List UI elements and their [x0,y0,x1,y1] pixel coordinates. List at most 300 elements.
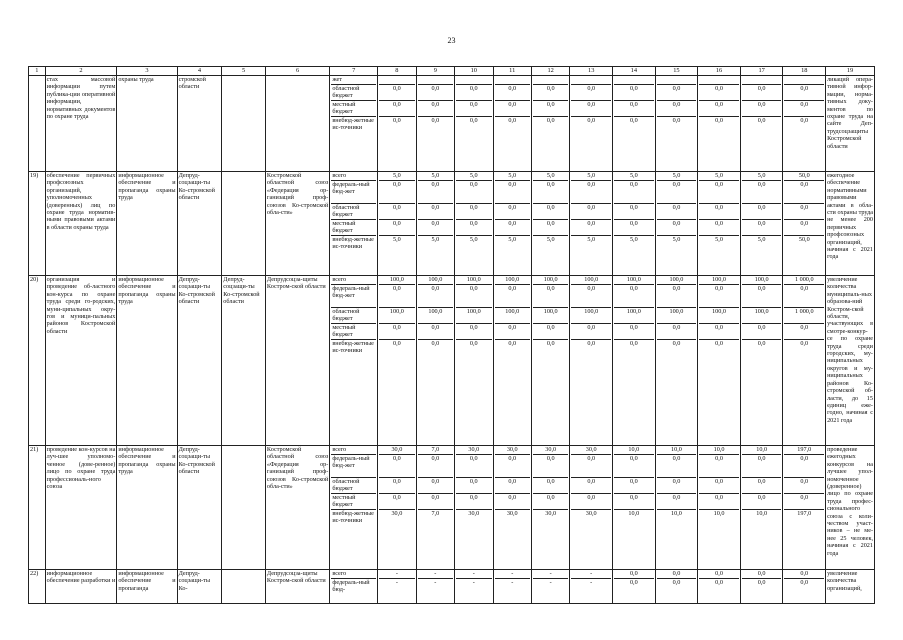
funding-value: 0,0 [699,454,739,477]
funding-value: 5,0 [379,235,414,258]
funding-value: 5,0 [587,172,596,179]
funding-value: 100,0 [456,307,491,323]
funding-value: 0,0 [614,454,654,477]
activity-number [29,76,46,172]
funding-value: 100,0 [505,276,520,283]
activity-number: 20) [29,276,46,446]
funding-value: 0,0 [571,219,611,235]
funding-value: 0,0 [784,493,824,509]
funding-value: 0,0 [742,578,782,593]
funding-value: 0,0 [614,100,654,116]
funding-value: 0,0 [614,180,654,203]
funding-year-value [570,446,613,570]
funding-value: 0,0 [495,203,530,219]
funding-source-label: внебюд-жетные ис-точники [331,235,376,258]
funding-value: 0,0 [418,477,453,493]
funding-value: 0,0 [784,339,824,362]
funding-value: 5,0 [699,235,739,258]
funding-value: 0,0 [614,219,654,235]
funding-value: 0,0 [379,493,414,509]
funding-value: 0,0 [379,284,414,307]
co-executor [222,570,266,604]
funding-year-value [455,172,493,276]
activity-number: 21) [29,446,46,570]
participant: Костромской областной союз «Федерация ор-ганизаций проф-союзов Ко-стромской обла-сти» [265,172,329,276]
column-number-8: 8 [378,67,416,76]
funding-value: 0,0 [379,477,414,493]
funding-value: - [511,570,514,577]
funding-value: 0,0 [657,578,697,593]
funding-value: - [418,578,453,593]
expected-result: увеличение количества муниципаль-ных образова-ний Костром-ской области, участвующих в смотре-конкур-се по охране труда среди городских, му-ниципальных округов и му-ниципальных районов Ко-стромской об-ласти, до 15 единиц еже-годно, начиная с 2021 года [826,276,875,446]
funding-value [742,76,782,84]
activity-direction: информационное обеспечение и пропаганда охраны труда [117,172,177,276]
funding-value: 30,0 [468,446,480,453]
funding-value: 0,0 [379,454,414,477]
funding-year-value [698,570,741,604]
funding-value: 100,0 [533,307,568,323]
funding-value: 30,0 [379,509,414,532]
funding-value: 0,0 [418,454,453,477]
funding-value: 0,0 [742,100,782,116]
funding-value: 0,0 [657,100,697,116]
funding-sources [330,570,378,604]
funding-value: - [456,578,491,593]
funding-value: 5,0 [456,235,491,258]
expected-result: увеличение количества организаций, [826,570,875,604]
funding-value: 0,0 [495,100,530,116]
activity-name: обеспечение первичных профсоюзных организаций, уполномоченных (доверенных) лиц по охране труда норматив-ными правовыми актами в области охраны труда [45,172,117,276]
funding-value: 0,0 [456,84,491,100]
funding-year-value [531,172,569,276]
funding-value: 0,0 [533,284,568,307]
funding-source-label: внебюд-жетные ис-точники [331,509,376,532]
funding-value: 0,0 [571,180,611,203]
funding-value: 0,0 [800,570,809,577]
funding-value: 0,0 [657,454,697,477]
funding-value [784,76,824,84]
co-executor [222,446,266,570]
funding-year-value [740,276,783,446]
funding-value: 0,0 [379,100,414,116]
funding-value: 10,0 [713,446,725,453]
program-activities-table [28,66,875,604]
funding-year-value [378,172,416,276]
funding-year-value [613,76,656,172]
funding-value: 0,0 [657,284,697,307]
funding-value: 0,0 [657,477,697,493]
funding-value: 0,0 [715,570,723,577]
funding-value: 0,0 [379,219,414,235]
funding-value: 0,0 [699,323,739,339]
funding-year-value [570,172,613,276]
funding-value: 0,0 [456,339,491,362]
funding-value: 0,0 [456,180,491,203]
funding-value: 0,0 [699,116,739,139]
column-number-1: 1 [29,67,46,76]
funding-source-label: федераль-ный бюд-жет [331,180,376,203]
activity-direction: информационное обеспечение и пропаганда [117,570,177,604]
funding-value [657,76,697,84]
funding-year-value [698,76,741,172]
funding-value: 0,0 [699,339,739,362]
funding-year-value [570,276,613,446]
activity-row [29,276,875,446]
funding-value: 5,0 [742,235,782,258]
funding-value: 5,0 [418,235,453,258]
funding-value: 0,0 [784,100,824,116]
funding-value: 5,0 [508,172,517,179]
funding-year-value [531,446,569,570]
funding-year-value [655,76,698,172]
funding-value: 10,0 [657,509,697,532]
funding-value: 0,0 [533,116,568,139]
funding-value: 0,0 [699,578,739,593]
funding-value: 0,0 [533,339,568,362]
funding-sources [330,76,378,172]
funding-value: 0,0 [784,84,824,100]
funding-value: 0,0 [456,284,491,307]
funding-value: 0,0 [418,323,453,339]
funding-value: 5,0 [533,235,568,258]
funding-value: 0,0 [533,454,568,477]
funding-year-value [531,276,569,446]
activity-name: проведение кон-курсов на луч-шее уполномо-ченное (дове-ренное) лицо по охране труда профессиональ-ного союза [45,446,117,570]
funding-value: 0,0 [657,84,697,100]
funding-value: 0,0 [418,84,453,100]
funding-value [495,76,530,84]
participant: Депрудсоцза-щиты Костром-ской области [265,276,329,446]
funding-value: 100,0 [428,276,443,283]
funding-year-value [493,76,531,172]
participant: Костромской областной союз «Федерация ор-ганизаций проф-союзов Ко-стромской обла-сти» [265,446,329,570]
funding-value: 1 000,0 [794,276,814,283]
funding-value: 0,0 [495,493,530,509]
column-number-16: 16 [698,67,741,76]
funding-value: 30,0 [545,446,557,453]
funding-year-value [493,570,531,604]
funding-source-label: федераль-ный бюд- [331,578,376,593]
funding-value: 0,0 [456,323,491,339]
funding-year-value [570,570,613,604]
funding-value: 0,0 [379,84,414,100]
funding-value: 30,0 [456,509,491,532]
funding-value: 0,0 [418,339,453,362]
funding-value: - [434,570,437,577]
funding-value [379,76,414,84]
funding-value: 0,0 [742,203,782,219]
funding-value: 0,0 [571,203,611,219]
funding-source-label: областной бюджет [331,203,376,219]
funding-source-label: федераль-ный бюд-жет [331,454,376,477]
funding-year-value [455,446,493,570]
funding-value: 0,0 [784,454,824,477]
co-executor [222,76,266,172]
funding-value: - [571,578,611,593]
funding-year-value [655,276,698,446]
funding-value: 100,0 [584,276,599,283]
funding-value: 0,0 [571,100,611,116]
funding-value: 0,0 [614,284,654,307]
funding-value: 10,0 [614,509,654,532]
funding-value: 0,0 [418,180,453,203]
funding-value: 50,0 [798,172,810,179]
funding-value: 0,0 [742,454,782,477]
funding-value [699,76,739,84]
funding-value: 5,0 [614,235,654,258]
page-number: 23 [447,36,456,45]
funding-value: 100,0 [466,276,481,283]
funding-value: 100,0 [418,307,453,323]
funding-value: 0,0 [533,323,568,339]
funding-value: 100,0 [754,276,769,283]
funding-source-label: областной бюджет [331,84,376,100]
funding-value: 0,0 [495,454,530,477]
funding-year-value [698,172,741,276]
column-number-17: 17 [740,67,783,76]
funding-source-label: всего [332,570,347,577]
funding-value: 0,0 [699,203,739,219]
funding-value: 0,0 [672,570,681,577]
funding-value: 0,0 [742,323,782,339]
funding-value: 0,0 [456,493,491,509]
funding-year-value [416,570,454,604]
column-number-7: 7 [330,67,378,76]
funding-year-value [655,172,698,276]
activity-row [29,446,875,570]
funding-value: 5,0 [546,172,555,179]
funding-year-value [378,446,416,570]
funding-sources [330,172,378,276]
funding-value: 0,0 [571,477,611,493]
funding-value: 0,0 [418,219,453,235]
funding-value: 100,0 [712,276,726,283]
funding-year-value [740,446,783,570]
activity-direction: информационное обеспечение и пропаганда охраны труда [117,446,177,570]
funding-value: 0,0 [699,477,739,493]
funding-value: 0,0 [614,477,654,493]
funding-value [533,76,568,84]
funding-value: 197,0 [784,509,824,532]
funding-value: 100,0 [657,307,697,323]
activity-number: 22) [29,570,46,604]
funding-value: 0,0 [784,180,824,203]
funding-value: 0,0 [571,284,611,307]
funding-value: 10,0 [756,446,768,453]
funding-value: - [472,570,475,577]
funding-value: 0,0 [495,284,530,307]
funding-value: 0,0 [699,493,739,509]
funding-value: 0,0 [629,570,638,577]
funding-total [783,276,826,446]
column-number-19: 19 [826,67,875,76]
funding-value: 0,0 [533,493,568,509]
funding-value: 100,0 [614,307,654,323]
funding-year-value [416,172,454,276]
funding-value: 0,0 [742,84,782,100]
funding-total [783,446,826,570]
funding-value: 0,0 [418,100,453,116]
funding-value: 0,0 [699,180,739,203]
funding-value: 10,0 [671,446,682,453]
funding-source-label: местный бюджет [331,219,376,235]
funding-year-value [455,76,493,172]
funding-year-value [416,76,454,172]
funding-value: 0,0 [784,578,824,593]
funding-value: 0,0 [495,116,530,139]
funding-value [571,76,611,84]
funding-value: 0,0 [742,477,782,493]
funding-value: 10,0 [742,509,782,532]
funding-value: 0,0 [571,323,611,339]
funding-value: 0,0 [699,284,739,307]
funding-value: 0,0 [742,180,782,203]
column-number-5: 5 [222,67,266,76]
funding-value: 100,0 [626,276,641,283]
responsible-executor: Депруд-соцзащи-ты Ко- [177,570,222,604]
funding-value: 197,0 [797,446,812,453]
funding-source-label: всего [332,276,347,283]
funding-value: 0,0 [571,493,611,509]
funding-value: 50,0 [784,235,824,258]
funding-year-value [740,172,783,276]
funding-value: 0,0 [533,477,568,493]
funding-value: 10,0 [699,509,739,532]
funding-value: 0,0 [614,203,654,219]
funding-source-label: всего [332,446,347,453]
funding-value: - [533,578,568,593]
funding-value: 0,0 [379,323,414,339]
activity-name: информационное обеспечение разработки и [45,570,117,604]
funding-year-value [613,446,656,570]
activity-name: стах массовой информации путем публика-ции оперативной информации, нормативных документов по охране труда [45,76,117,172]
funding-source-label: местный бюджет [331,100,376,116]
activity-direction: информационное обеспечение и пропаганда охраны труда [117,276,177,446]
funding-value: 0,0 [495,84,530,100]
funding-value: 0,0 [757,570,766,577]
activity-number: 19) [29,172,46,276]
funding-source-label: местный бюджет [331,323,376,339]
funding-value: 0,0 [418,493,453,509]
funding-year-value [740,570,783,604]
funding-source-label: местный бюджет [331,493,376,509]
co-executor [222,172,266,276]
funding-value: 0,0 [571,84,611,100]
column-number-11: 11 [493,67,531,76]
funding-value: 0,0 [379,203,414,219]
funding-value: 0,0 [571,339,611,362]
funding-year-value [416,446,454,570]
funding-value: 0,0 [533,84,568,100]
funding-year-value [698,276,741,446]
funding-value: 100,0 [669,276,684,283]
funding-value: 0,0 [699,100,739,116]
funding-year-value [613,570,656,604]
funding-year-value [655,570,698,604]
funding-value: 5,0 [672,172,681,179]
funding-year-value [378,570,416,604]
funding-value: 0,0 [456,477,491,493]
funding-value: 0,0 [784,323,824,339]
funding-value: 0,0 [699,84,739,100]
funding-value: 30,0 [495,509,530,532]
funding-year-value [531,570,569,604]
funding-total [783,172,826,276]
funding-value: 0,0 [495,477,530,493]
funding-source-label: областной бюджет [331,477,376,493]
funding-value: 30,0 [506,446,518,453]
funding-source-label: областной бюджет [331,307,376,323]
column-number-14: 14 [613,67,656,76]
funding-source-label: внебюд-жетные ис-точники [331,339,376,362]
funding-value: 0,0 [657,180,697,203]
column-number-18: 18 [783,67,826,76]
funding-source-label: внебюд-жетные ис-точники [331,116,376,139]
funding-year-value [570,76,613,172]
funding-value: 0,0 [495,323,530,339]
funding-value: 0,0 [784,219,824,235]
funding-value: 100,0 [495,307,530,323]
funding-value: 0,0 [614,493,654,509]
responsible-executor: стромской области [177,76,222,172]
funding-year-value [378,76,416,172]
column-number-15: 15 [655,67,698,76]
funding-year-value [493,276,531,446]
funding-value: 0,0 [571,116,611,139]
funding-value: 0,0 [379,180,414,203]
funding-value: 0,0 [657,219,697,235]
activity-row [29,172,875,276]
funding-value: 30,0 [571,509,611,532]
funding-value: 0,0 [614,578,654,593]
participant [265,76,329,172]
funding-value: 0,0 [742,116,782,139]
funding-value: 100,0 [742,307,782,323]
funding-value: 100,0 [699,307,739,323]
funding-value: 5,0 [431,172,440,179]
funding-value: 0,0 [533,219,568,235]
funding-year-value [531,76,569,172]
column-number-6: 6 [265,67,329,76]
funding-value: 0,0 [456,100,491,116]
funding-value: 5,0 [715,172,723,179]
funding-value: 0,0 [533,100,568,116]
funding-year-value [416,276,454,446]
funding-total [783,76,826,172]
funding-value: 5,0 [571,235,611,258]
funding-value: 0,0 [614,323,654,339]
funding-value: 0,0 [699,219,739,235]
funding-value [456,76,491,84]
funding-value: 5,0 [629,172,638,179]
funding-value: 0,0 [571,454,611,477]
funding-total [783,570,826,604]
funding-value: 0,0 [533,180,568,203]
column-number-9: 9 [416,67,454,76]
funding-value: 0,0 [657,323,697,339]
funding-value: 0,0 [784,116,824,139]
funding-source-label: федераль-ный бюд-жет [331,284,376,307]
funding-source-label: всего [332,172,347,179]
funding-value: 0,0 [742,219,782,235]
funding-value: 5,0 [469,172,478,179]
column-number-row [29,67,875,76]
funding-source-label: жет [332,76,342,83]
activity-row [29,76,875,172]
funding-value: 7,0 [418,509,453,532]
funding-value: 30,0 [585,446,597,453]
funding-value: 0,0 [614,339,654,362]
